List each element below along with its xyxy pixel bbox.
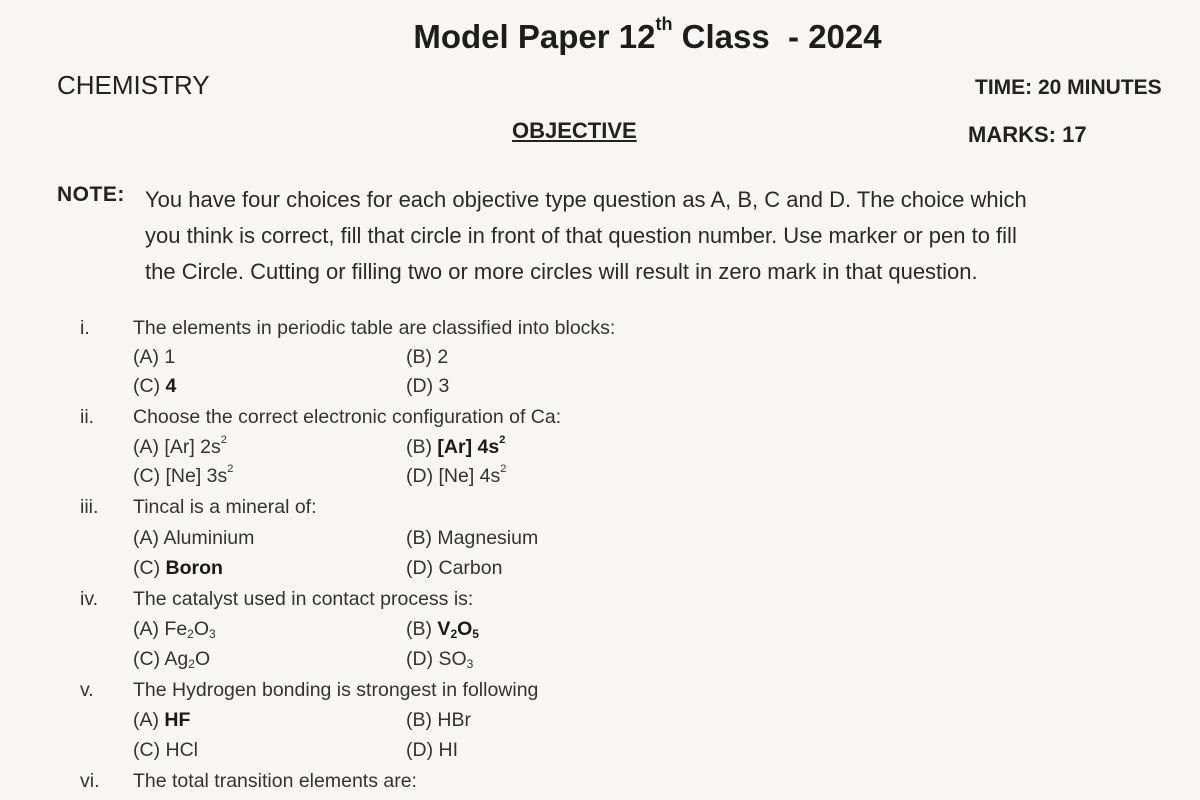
note-label: NOTE: <box>57 183 125 206</box>
note-line: You have four choices for each objective type question as A, B, C and D. The choice which <box>145 187 1027 212</box>
correct-answer: HF <box>164 709 191 731</box>
marks-label: MARKS: 17 <box>968 122 1087 147</box>
question-text: The elements in periodic table are classified into blocks: <box>133 317 616 339</box>
option-b: (B) [Ar] $4s^2$ <box>406 434 506 458</box>
subject-label: CHEMISTRY <box>57 70 210 100</box>
option-b: (B) HBr <box>406 709 471 731</box>
correct-answer: Boron <box>165 557 223 579</box>
question-number: iv. <box>80 588 99 610</box>
option-d: (D) $SO_3$ <box>406 648 474 671</box>
option-d: (D) Carbon <box>406 557 503 579</box>
option-a: (A) HF <box>133 709 191 731</box>
correct-answer: [Ar] $4s^2$ <box>437 434 506 458</box>
section-heading: OBJECTIVE <box>512 118 637 143</box>
note-line: you think is correct, fill that circle in front of that question number. Use marker or pen to fill <box>145 223 1017 248</box>
correct-answer: 4 <box>165 375 177 397</box>
option-c: (C) 4 <box>133 375 177 397</box>
option-b: (B) $V_2O_5$ <box>406 618 479 641</box>
note-line: the Circle. Cutting or filling two or more circles will result in zero mark in that question. <box>145 259 978 284</box>
question-text: Tincal is a mineral of: <box>133 496 317 518</box>
question-number: iii. <box>80 496 99 518</box>
option-d: (D) 3 <box>406 375 450 397</box>
option-a: (A) Aluminium <box>133 527 255 549</box>
question-text: The Hydrogen bonding is strongest in following <box>133 679 539 701</box>
question-number: v. <box>80 679 94 701</box>
option-a: (A) 1 <box>133 346 176 368</box>
option-d: (D) HI <box>406 739 458 761</box>
question-text: Choose the correct electronic configuration of Ca: <box>133 406 562 428</box>
question-number: ii. <box>80 406 95 428</box>
option-a: (A) [Ar] $2s^2$ <box>133 434 227 458</box>
option-c: (C) $Ag_2O$ <box>133 648 211 671</box>
time-label: TIME: 20 MINUTES <box>975 76 1162 99</box>
paper-title: Model Paper 12th Class - 2024 <box>413 14 882 55</box>
option-a: (A) $Fe_2O_3$ <box>133 618 216 641</box>
option-c: (C) HCl <box>133 739 198 761</box>
note-text <box>145 182 1195 290</box>
question-number: i. <box>80 317 90 339</box>
correct-answer: $V_2O_5$ <box>437 618 479 641</box>
option-c: (C) [Ne] $3s^2$ <box>133 463 234 487</box>
question-text: The catalyst used in contact process is: <box>133 588 474 610</box>
question-number: vi. <box>80 770 100 792</box>
option-b: (B) 2 <box>406 346 449 368</box>
option-b: (B) Magnesium <box>406 527 539 549</box>
option-c: (C) Boron <box>133 557 223 579</box>
option-d: (D) [Ne] $4s^2$ <box>406 463 507 487</box>
question-text: The total transition elements are: <box>133 770 417 792</box>
